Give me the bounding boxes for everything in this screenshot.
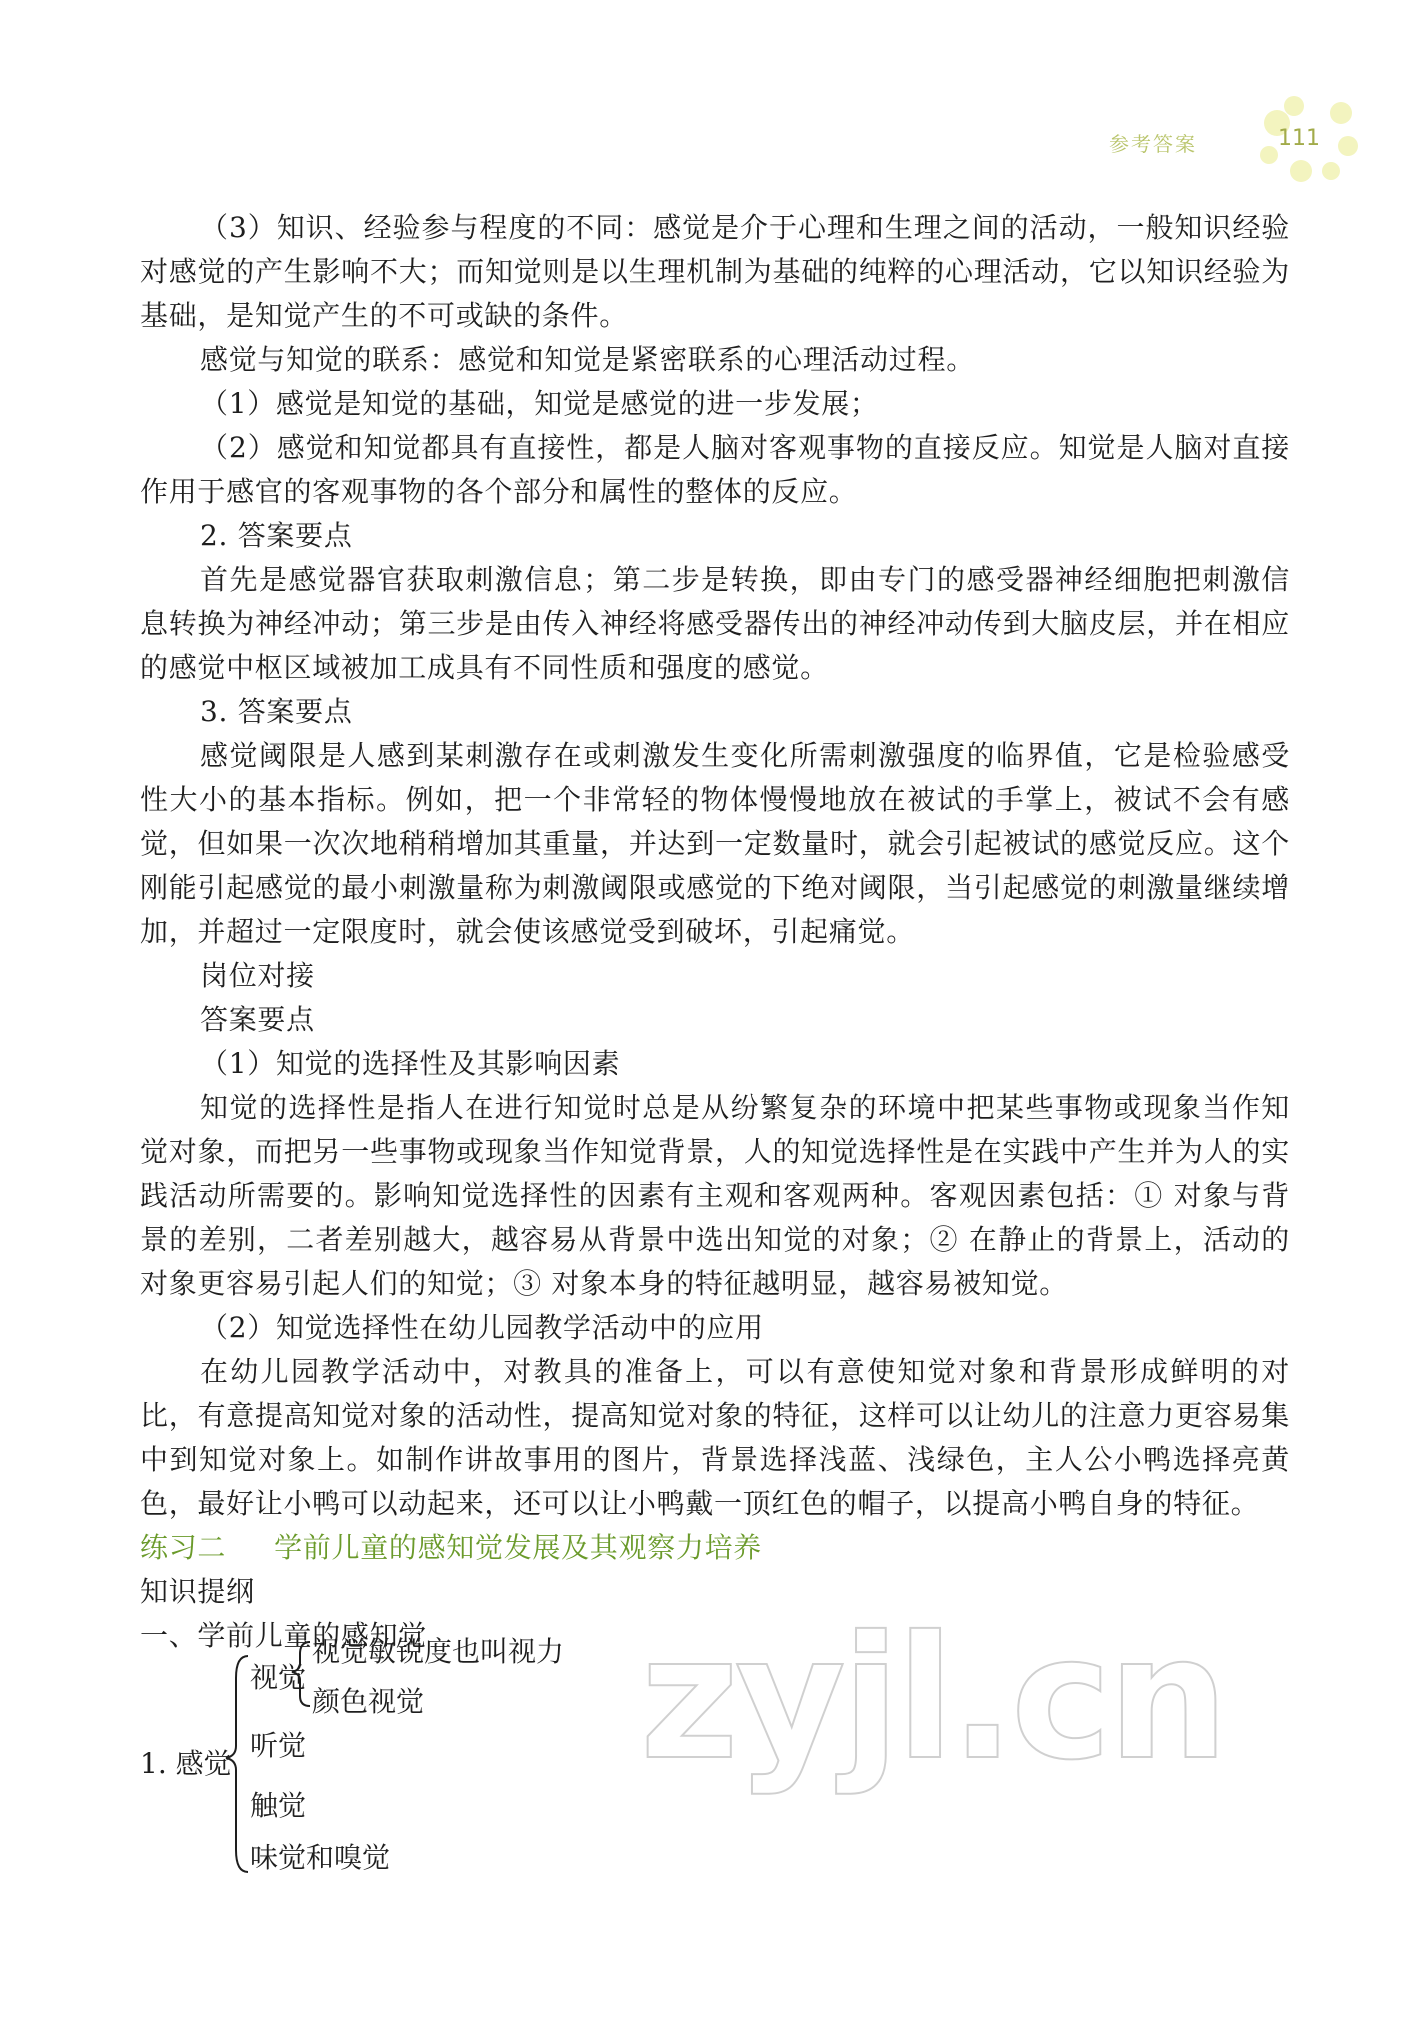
watermark: zyjl.cn	[640, 1600, 1225, 1798]
paragraph: 感觉与知觉的联系：感觉和知觉是紧密联系的心理活动过程。	[200, 343, 975, 376]
subheading: 2. 答案要点	[200, 519, 353, 552]
exercise-name: 学前儿童的感知觉发展及其观察力培养	[274, 1531, 763, 1564]
subheading: 岗位对接	[200, 959, 315, 992]
subheading: 答案要点	[200, 1003, 315, 1036]
section-heading: 一、学前儿童的感知觉	[140, 1619, 428, 1652]
tree-node-hearing: 听觉	[250, 1729, 307, 1762]
tree-node-touch: 触觉	[250, 1789, 307, 1822]
subheading: （1）知觉的选择性及其影响因素	[200, 1047, 621, 1080]
exercise-title	[140, 1526, 1290, 1570]
paragraph: 首先是感觉器官获取刺激信息；第二步是转换，即由专门的感受器神经细胞把刺激信息转换为神经冲动；第三步是由传入神经将感受器传出的神经冲动传到大脑皮层，并在相应的感觉中枢区域被加工成具有不同性质和强度的感觉。	[140, 563, 1290, 684]
page-number: 111	[1278, 126, 1320, 151]
paragraph: 感觉阈限是人感到某刺激存在或刺激发生变化所需刺激强度的临界值，它是检验感受性大小的基本指标。例如，把一个非常轻的物体慢慢地放在被试的手掌上，被试不会有感觉，但如果一次次地稍稍增加其重量，并达到一定数量时，就会引起被试的感觉反应。这个刚能引起感觉的最小刺激量称为刺激阈限或感觉的下绝对阈限，当引起感觉的刺激量继续增加，并超过一定限度时，就会使该感觉受到破坏，引起痛觉。	[140, 739, 1290, 948]
outline-heading: 知识提纲	[140, 1575, 255, 1608]
paragraph: 在幼儿园教学活动中，对教具的准备上，可以有意使知觉对象和背景形成鲜明的对比，有意提高知觉对象的活动性，提高知觉对象的特征，这样可以让幼儿的注意力更容易集中到知觉对象上。如制作讲故事用的图片，背景选择浅蓝、浅绿色，主人公小鸭选择亮黄色，最好让小鸭可以动起来，还可以让小鸭戴一顶红色的帽子，以提高小鸭自身的特征。	[140, 1355, 1290, 1520]
answer-content	[140, 206, 1290, 1658]
tree-node-taste-smell: 味觉和嗅觉	[250, 1841, 391, 1874]
tree-leaf-color-vision: 颜色视觉	[312, 1685, 425, 1718]
paragraph: （1）感觉是知觉的基础，知觉是感觉的进一步发展；	[200, 387, 879, 420]
exercise-number: 练习二	[140, 1531, 227, 1564]
paragraph: 知觉的选择性是指人在进行知觉时总是从纷繁复杂的环境中把某些事物或现象当作知觉对象，而把另一些事物或现象当作知觉背景，人的知觉选择性是在实践中产生并为人的实践活动所需要的。影响知觉选择性的因素有主观和客观两种。客观因素包括：① 对象与背景的差别，二者差别越大，越容易从背景中选出知觉的对象；② 在静止的背景上，活动的对象更容易引起人们的知觉；③ 对象本身的特征越明显，越容易被知觉。	[140, 1091, 1290, 1300]
subheading: （2）知觉选择性在幼儿园教学活动中的应用	[200, 1311, 764, 1344]
section-label: 参考答案	[1109, 132, 1197, 156]
paragraph: （3）知识、经验参与程度的不同：感觉是介于心理和生理之间的活动，一般知识经验对感觉的产生影响不大；而知觉则是以生理机制为基础的纯粹的心理活动，它以知识经验为基础，是知觉产生的不可或缺的条件。	[140, 211, 1290, 332]
paragraph: （2）感觉和知觉都具有直接性，都是人脑对客观事物的直接反应。知觉是人脑对直接作用于感官的客观事物的各个部分和属性的整体的反应。	[140, 431, 1290, 508]
tree-root: 1. 感觉	[140, 1747, 232, 1780]
tree-node-vision: 视觉	[250, 1661, 307, 1694]
tree-leaf-vision-acuity: 视觉敏锐度也叫视力	[312, 1635, 565, 1668]
page-header	[0, 0, 1409, 190]
subheading: 3. 答案要点	[200, 695, 353, 728]
